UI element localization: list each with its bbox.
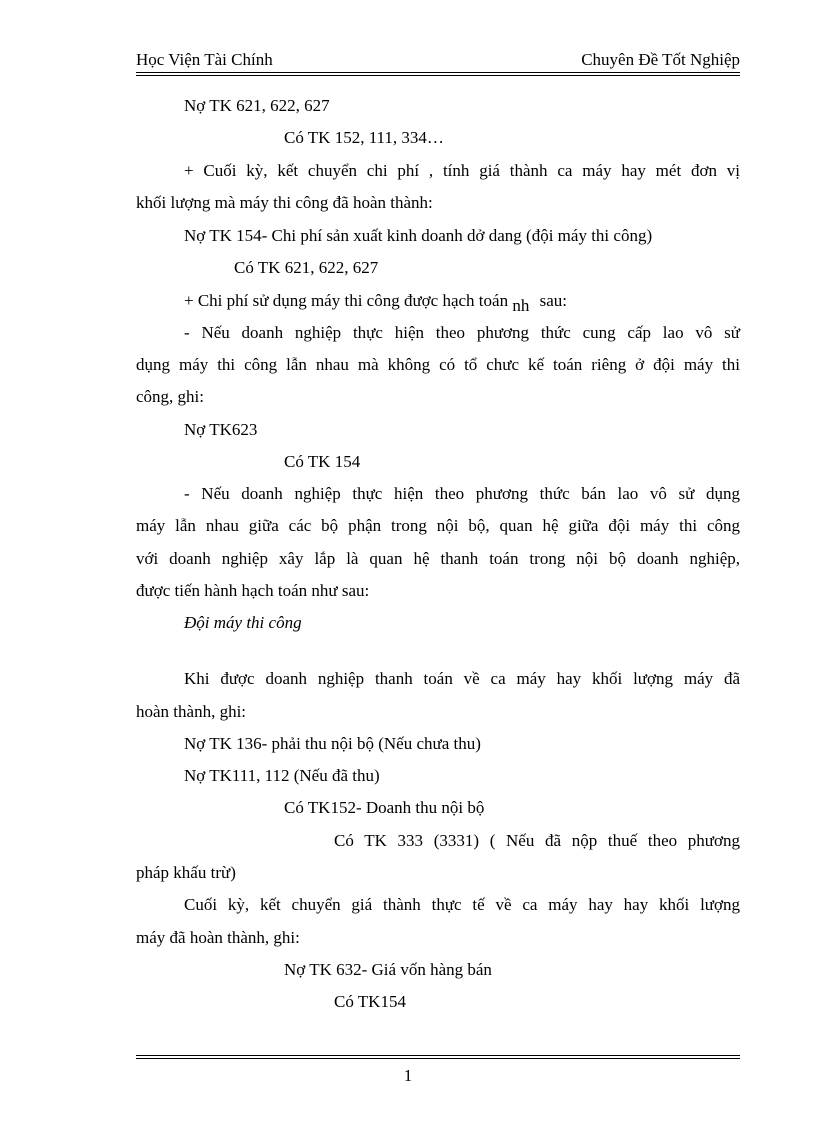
text-fragment-subscript: nh [512, 296, 530, 315]
text-line: Nợ TK 632- Giá vốn hàng bán [284, 960, 492, 979]
text-line: Có TK 152, 111, 334… [284, 128, 444, 147]
text-line: Có TK 621, 622, 627 [234, 258, 379, 277]
text-line: Có TK 154 [284, 452, 361, 471]
text-line: khối lượng mà máy thi công đã hoàn thành: [136, 193, 433, 212]
text-line: máy đã hoàn thành, ghi: [136, 928, 300, 947]
text-line: Nợ TK 136- phải thu nội bộ (Nếu chưa thu) [184, 734, 481, 753]
section-label: Đội máy thi công [184, 613, 302, 632]
page-number: 1 [403, 1066, 413, 1085]
text-fragment: + Chi phí sử dụng máy thi công được hạch toán [184, 291, 509, 310]
text-line: hoàn thành, ghi: [136, 702, 247, 721]
text-line: + Cuối kỳ, kết chuyển chi phí , tính giá thành ca máy hay mét đơn vị [184, 161, 740, 180]
footer-rule [136, 1055, 740, 1056]
header-rule [136, 75, 740, 76]
text-line: - Nếu doanh nghiệp thực hiện theo phương thức bán lao vô sử dụng [184, 484, 740, 503]
text-line: Cuối kỳ, kết chuyển giá thành thực tế về ca máy hay hay khối lượng [184, 895, 740, 914]
text-line: được tiến hành hạch toán như sau: [136, 581, 370, 600]
text-line: Nợ TK111, 112 (Nếu đã thu) [184, 766, 380, 785]
text-line: Có TK152- Doanh thu nội bộ [284, 798, 485, 817]
header-rule [136, 72, 740, 73]
text-line: - Nếu doanh nghiệp thực hiện theo phương thức cung cấp lao vô sử [184, 323, 740, 342]
text-line: Khi được doanh nghiệp thanh toán về ca máy hay khối lượng máy đã [184, 669, 740, 688]
header-institution: Học Viện Tài Chính [136, 50, 273, 69]
text-line: Có TK154 [334, 992, 406, 1011]
text-fragment: sau: [539, 291, 567, 310]
header-document-type: Chuyên Đề Tốt Nghiệp [581, 50, 740, 69]
text-line: máy lẫn nhau giữa các bộ phận trong nội bộ, quan hệ giữa đội máy thi công [136, 516, 740, 535]
text-line: Nợ TK 621, 622, 627 [184, 96, 330, 115]
text-line: Nợ TK 154- Chi phí sản xuất kinh doanh dở dang (đội máy thi công) [184, 226, 653, 245]
text-line: Có TK 333 (3331) ( Nếu đã nộp thuế theo phương [334, 831, 740, 850]
text-line: công, ghi: [136, 387, 204, 406]
text-line [184, 290, 567, 315]
text-line: với doanh nghiệp xây lắp là quan hệ thanh toán trong nội bộ doanh nghiệp, [136, 549, 740, 568]
footer-rule [136, 1058, 740, 1059]
text-line: pháp khấu trừ) [136, 863, 236, 882]
text-line: dụng máy thi công lẫn nhau mà không có tổ chưc kế toán riêng ở đội máy thi [136, 355, 740, 374]
text-line: Nợ TK623 [184, 420, 258, 439]
